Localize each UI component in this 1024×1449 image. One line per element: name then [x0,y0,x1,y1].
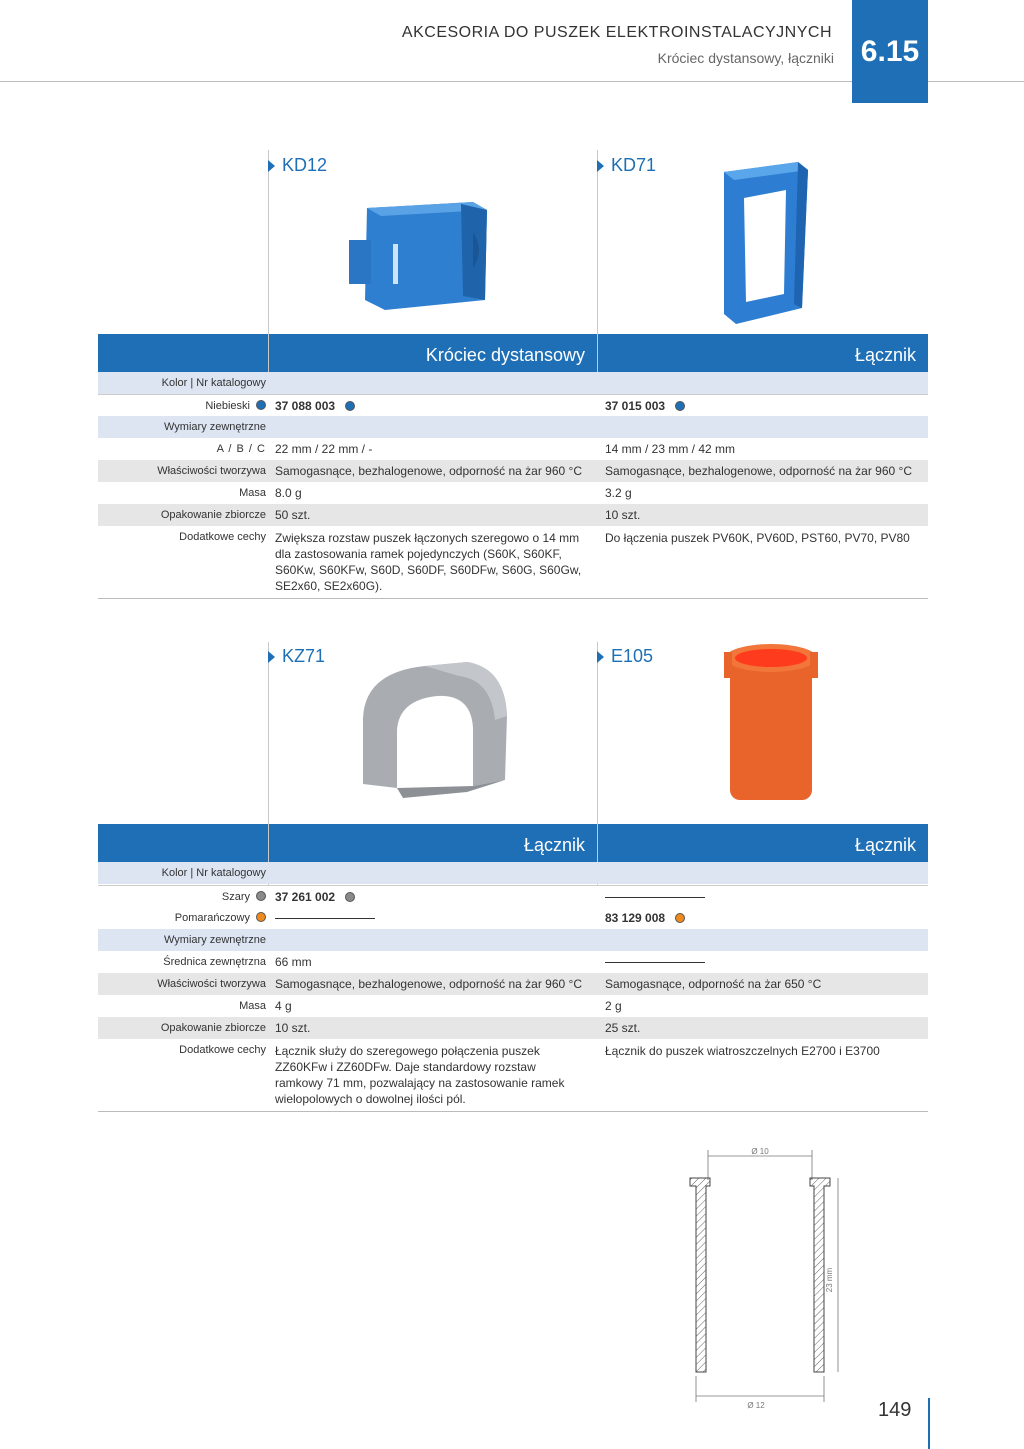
e105-technical-drawing [680,1140,850,1410]
table-head-col1 [269,334,597,372]
table-row [98,504,928,526]
empty-value-dash [605,886,705,908]
table-head-col2 [598,824,928,862]
catalog-number: 37 261 002 [275,886,355,908]
chapter-badge: 6.15 [852,0,928,103]
bottom-dimension: Ø 12 [747,1401,765,1410]
color-name: Niebieski [205,400,250,412]
table-row [98,907,928,929]
material-value: Samogasnące, bezhalogenowe, odporność na żar 960 °C [275,977,583,991]
empty-value-dash [275,907,375,929]
product-title-kd12 [268,155,327,176]
table-row [98,1017,928,1039]
arrow-right-icon [597,651,604,663]
row-label: Masa [239,487,266,499]
side-dimension: 23 mm [825,1267,834,1293]
dimensions-value: 22 mm / 22 mm / - [275,442,373,456]
table-row [98,929,928,951]
row-label: Dodatkowe cechy [179,531,266,543]
row-label: Właściwości tworzywa [157,465,266,477]
package-value: 25 szt. [605,1021,641,1035]
mass-value: 4 g [275,999,292,1013]
table-row [98,482,928,504]
kd71-product-image [718,158,813,328]
table-head-col2 [598,334,928,372]
mass-value: 2 g [605,999,622,1013]
orange-color-dot [256,912,266,922]
blue-color-dot [256,400,266,410]
row-label: Kolor | Nr katalogowy [161,377,266,389]
product-title-kz71 [268,646,325,667]
blue-color-dot [345,401,355,411]
row-label [175,907,266,929]
color-name: Szary [221,891,250,903]
row-label [222,886,266,908]
page-header-title: AKCESORIA DO PUSZEK ELEKTROINSTALACYJNYCH [401,24,832,41]
package-value: 10 szt. [605,508,641,522]
row-label: Dodatkowe cechy [179,1044,266,1056]
orange-color-dot [675,913,685,923]
e105-product-image [720,640,824,808]
product-title-kd71 [597,155,656,176]
table-row [98,973,928,995]
table-head-col1 [269,824,597,862]
arrow-right-icon [268,160,275,172]
material-value: Samogasnące, odporność na żar 650 °C [605,977,822,991]
diameter-value: 66 mm [275,955,312,969]
package-value: 10 szt. [275,1021,311,1035]
blue-color-dot [675,401,685,411]
row-label: Właściwości tworzywa [157,978,266,990]
table-row [98,416,928,438]
catalog-number: 83 129 008 [605,907,685,929]
product-name: KD12 [282,155,328,175]
row-label: Wymiary zewnętrzne [164,421,266,433]
catalog-number: 37 088 003 [275,395,355,417]
table-row [98,394,928,417]
page-number: 149 [878,1399,912,1421]
top-dimension: Ø 10 [751,1147,769,1156]
column-title: Łącznik [854,345,916,365]
row-label: Masa [239,1000,266,1012]
features-value: Zwiększa rozstaw puszek łączonych szeregowo o 14 mm dla zastosowania ramek pojedynczych (S60K, S60KF, S60Kw, S60KFw, S60D, S60DF, S60DFw, S60G, S60Gw, SE2x60, SE2x60G). [275,531,582,593]
mass-value: 8.0 g [275,486,302,500]
product-name: KD71 [611,155,657,175]
table-row [98,372,928,394]
empty-value-dash [605,951,705,973]
page-header-subtitle: Króciec dystansowy, łączniki [657,50,834,66]
kz71-product-image [355,658,515,806]
arrow-right-icon [268,651,275,663]
dimensions-value: 14 mm / 23 mm / 42 mm [605,442,736,456]
table-row [98,862,928,884]
kd12-product-image [345,192,495,314]
row-label: A / B / C [216,443,266,455]
row-label: Kolor | Nr katalogowy [161,867,266,879]
product-name: KZ71 [282,646,326,666]
column-title: Króciec dystansowy [425,345,585,365]
table-row [98,526,928,599]
table-row [98,460,928,482]
row-label: Średnica zewnętrzna [163,956,266,968]
features-value: Do łączenia puszek PV60K, PV60D, PST60, PV70, PV80 [605,531,910,545]
catalog-number: 37 015 003 [605,395,685,417]
column-title: Łącznik [854,835,916,855]
gray-color-dot [256,891,266,901]
column-title: Łącznik [523,835,585,855]
product-title-e105 [597,646,653,667]
material-value: Samogasnące, bezhalogenowe, odporność na żar 960 °C [605,464,913,478]
row-label [205,395,266,417]
product-name: E105 [611,646,654,666]
page-number-bar [928,1398,930,1449]
gray-color-dot [345,892,355,902]
package-value: 50 szt. [275,508,311,522]
mass-value: 3.2 g [605,486,632,500]
table-row [98,885,928,908]
row-label: Opakowanie zbiorcze [160,1022,266,1034]
table-row [98,951,928,973]
features-value: Łącznik do puszek wiatroszczelnych E2700 i E3700 [605,1044,880,1058]
row-label: Opakowanie zbiorcze [160,509,266,521]
table-row [98,995,928,1017]
table-row [98,1039,928,1112]
table-head-left [98,824,268,862]
row-label: Wymiary zewnętrzne [164,934,266,946]
table-head-left [98,334,268,372]
features-value: Łącznik służy do szeregowego połączenia puszek ZZ60KFw i ZZ60DFw. Daje standardowy rozstaw ramkowy 71 mm, pozwalający na zastosowanie ramek wielopolowych o dowolnej ilości pól. [275,1044,565,1106]
material-value: Samogasnące, bezhalogenowe, odporność na żar 960 °C [275,464,583,478]
table-row [98,438,928,460]
color-name: Pomarańczowy [174,912,250,924]
arrow-right-icon [597,160,604,172]
